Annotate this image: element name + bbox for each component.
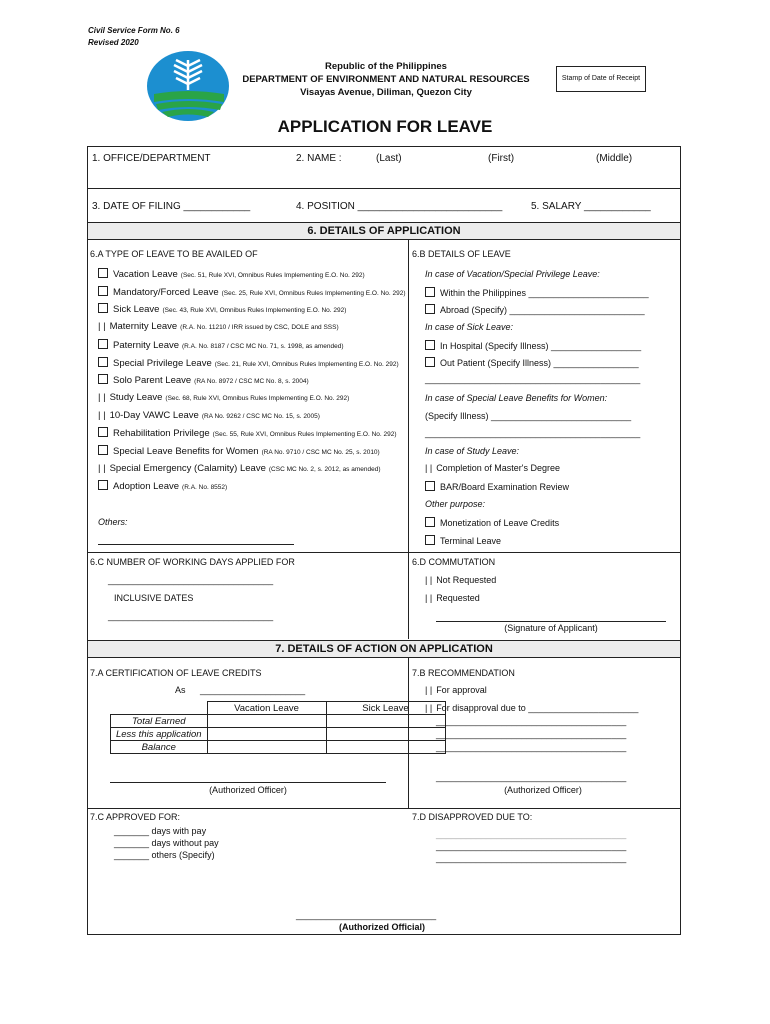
- last-name-label: (Last): [376, 153, 402, 164]
- leave-type-label: Special Privilege Leave: [113, 357, 212, 369]
- leave-type-checkbox[interactable]: | |: [98, 409, 106, 421]
- section-6-header: 6. DETAILS OF APPLICATION: [88, 222, 680, 240]
- study-details-head: In case of Study Leave:: [425, 446, 520, 456]
- leave-type-checkbox[interactable]: [98, 339, 108, 349]
- recommendation-signature-line[interactable]: ______________________________________: [436, 772, 627, 782]
- specify-illness-label[interactable]: (Specify Illness) ____________________________: [425, 411, 632, 421]
- leave-type-reference: (Sec. 43, Rule XVI, Omnibus Rules Implementing E.O. No. 292): [162, 307, 347, 315]
- out-patient-checkbox[interactable]: [425, 357, 435, 367]
- leave-type-checkbox[interactable]: [98, 445, 108, 455]
- other-purpose-head: Other purpose:: [425, 499, 486, 509]
- vacation-total-cell[interactable]: [207, 715, 326, 728]
- as-of-label: As: [175, 685, 186, 695]
- out-patient-label: Out Patient (Specify Illness) _________________: [440, 358, 639, 368]
- leave-type-row[interactable]: [98, 463, 381, 474]
- table-row: [111, 728, 446, 741]
- leave-type-reference: (RA No. 8972 / CSC MC No. 8, s. 2004): [194, 378, 309, 386]
- leave-type-row[interactable]: [98, 480, 227, 492]
- commutation-title: 6.D COMMUTATION: [412, 557, 496, 567]
- leave-type-label: Maternity Leave: [109, 321, 178, 333]
- agency-address: Visayas Avenue, Diliman, Quezon City: [300, 87, 472, 98]
- women-blank[interactable]: ___________________________________________: [425, 428, 641, 438]
- within-philippines-label: Within the Philippines ________________________: [440, 288, 649, 298]
- disapproval-label: For disapproval due to ______________________: [436, 703, 639, 713]
- form-revision: Revised 2020: [88, 38, 139, 47]
- illness-blank[interactable]: ___________________________________________: [425, 374, 641, 384]
- abroad-checkbox[interactable]: [425, 304, 435, 314]
- form-number: Civil Service Form No. 6: [88, 26, 180, 35]
- approval-checkbox[interactable]: | |: [425, 685, 433, 695]
- authorized-officer-label: (Authorized Officer): [209, 785, 287, 795]
- days-without-pay[interactable]: _______ days without pay: [114, 838, 219, 848]
- leave-type-label: Vacation Leave: [113, 269, 178, 280]
- section-7-header: 7. DETAILS OF ACTION ON APPLICATION: [88, 640, 680, 658]
- leave-type-reference: (R.A. No. 11210 / IRR issued by CSC, DOLE and SSS): [180, 324, 339, 332]
- monetization-label: Monetization of Leave Credits: [440, 518, 560, 528]
- leave-type-reference: (Sec. 68, Rule XVI, Omnibus Rules Implementing E.O. No. 292): [165, 394, 350, 402]
- leave-type-checkbox[interactable]: | |: [98, 462, 106, 474]
- leave-type-label: Paternity Leave: [113, 339, 180, 351]
- sick-balance-cell[interactable]: [326, 741, 445, 754]
- leave-type-row[interactable]: [98, 392, 349, 403]
- country-name: Republic of the Philippines: [325, 61, 447, 72]
- leave-type-checkbox[interactable]: [98, 268, 108, 278]
- first-name-label: (First): [488, 153, 515, 164]
- leave-type-checkbox[interactable]: | |: [98, 321, 106, 333]
- recommendation-line[interactable]: ______________________________________: [436, 742, 627, 752]
- leave-type-reference: (Sec. 55, Rule XVI, Omnibus Rules Implementing E.O. No. 292): [212, 431, 397, 439]
- sick-total-cell[interactable]: [326, 715, 445, 728]
- leave-type-reference: (Sec. 25, Rule XVI, Omnibus Rules Implementing E.O. No. 292): [221, 289, 406, 297]
- denr-logo-icon: [146, 50, 230, 122]
- as-of-blank[interactable]: _____________________: [200, 685, 306, 695]
- leave-credits-title: 7.A CERTIFICATION OF LEAVE CREDITS: [90, 668, 262, 678]
- middle-name-label: (Middle): [596, 153, 633, 164]
- divider: [88, 808, 680, 809]
- leave-type-title: 6.A TYPE OF LEAVE TO BE AVAILED OF: [90, 249, 258, 259]
- women-details-head: In case of Special Leave Benefits for Women:: [425, 393, 608, 403]
- leave-type-checkbox[interactable]: [98, 427, 108, 437]
- leave-type-row[interactable]: [98, 410, 320, 421]
- leave-type-label: Rehabilitation Privilege: [113, 428, 210, 440]
- not-requested-label: Not Requested: [436, 575, 497, 585]
- name-label: 2. NAME :: [296, 153, 342, 164]
- vacation-less-cell[interactable]: [207, 728, 326, 741]
- disapproved-line[interactable]: ______________________________________: [436, 829, 627, 839]
- leave-type-reference: (Sec. 51, Rule XVI, Omnibus Rules Implementing E.O. No. 292): [180, 272, 365, 279]
- receipt-stamp-box: [556, 66, 646, 92]
- leave-type-row[interactable]: [98, 374, 309, 386]
- divider: [88, 188, 680, 189]
- working-days-title: 6.C NUMBER OF WORKING DAYS APPLIED FOR: [90, 557, 295, 567]
- leave-type-reference: (RA No. 9262 / CSC MC No. 15, s. 2005): [201, 412, 320, 420]
- row-label: Balance: [111, 741, 208, 754]
- recommendation-title: 7.B RECOMMENDATION: [412, 668, 515, 678]
- in-hospital-label: In Hospital (Specify Illness) __________________: [440, 341, 642, 351]
- stamp-label: Stamp of Date of Receipt: [561, 75, 641, 82]
- leave-type-row[interactable]: [98, 445, 380, 457]
- sick-less-cell[interactable]: [326, 728, 445, 741]
- leave-type-checkbox[interactable]: [98, 357, 108, 367]
- authorized-official-label: (Authorized Official): [339, 922, 425, 932]
- disapproved-title: 7.D DISAPPROVED DUE TO:: [412, 812, 533, 822]
- leave-type-reference: (Sec. 21, Rule XVI, Omnibus Rules Implementing E.O. No. 292): [214, 360, 399, 368]
- working-days-blank[interactable]: _________________________________: [108, 575, 274, 585]
- leave-type-reference: (RA No. 9710 / CSC MC No. 25, s. 2010): [261, 449, 380, 456]
- leave-type-label: Sick Leave: [113, 304, 160, 316]
- table-row: [111, 715, 446, 728]
- leave-type-label: Study Leave: [109, 391, 163, 403]
- not-requested-checkbox[interactable]: | |: [425, 575, 433, 585]
- divider: [88, 552, 680, 553]
- monetization-checkbox[interactable]: [425, 517, 435, 527]
- leave-type-checkbox[interactable]: [98, 303, 108, 313]
- leave-type-label: Solo Parent Leave: [113, 375, 192, 387]
- others-specify[interactable]: _______ others (Specify): [114, 850, 215, 860]
- col-vacation-leave: Vacation Leave: [207, 702, 326, 715]
- leave-type-label: 10-Day VAWC Leave: [109, 409, 199, 421]
- row-label: Total Earned: [111, 715, 208, 728]
- approval-label: For approval: [436, 685, 487, 695]
- masters-checkbox[interactable]: | |: [425, 463, 433, 473]
- vacation-details-head: In case of Vacation/Special Privilege Leave:: [425, 269, 600, 279]
- leave-type-label: Mandatory/Forced Leave: [113, 286, 219, 298]
- row-label: Less this application: [111, 728, 208, 741]
- applicant-signature-line[interactable]: [436, 621, 666, 622]
- others-line[interactable]: [98, 544, 294, 545]
- disapproved-line[interactable]: ______________________________________: [436, 841, 627, 851]
- others-label: Others:: [98, 517, 128, 527]
- bar-review-checkbox[interactable]: [425, 481, 435, 491]
- leave-type-label: Special Emergency (Calamity) Leave: [109, 462, 266, 474]
- leave-type-row[interactable]: [98, 286, 406, 298]
- inclusive-dates-blank[interactable]: _________________________________: [108, 611, 274, 621]
- applicant-signature-label: (Signature of Applicant): [504, 623, 598, 633]
- col-sick-leave: Sick Leave: [326, 702, 445, 715]
- abroad-label: Abroad (Specify) ___________________________: [440, 305, 645, 315]
- recommendation-line[interactable]: ______________________________________: [436, 716, 627, 726]
- requested-checkbox[interactable]: | |: [425, 593, 433, 603]
- inclusive-dates-label: INCLUSIVE DATES: [114, 593, 194, 603]
- leave-type-label: Adoption Leave: [113, 481, 180, 493]
- leave-type-row[interactable]: [98, 339, 344, 351]
- days-with-pay[interactable]: _______ days with pay: [114, 826, 207, 836]
- leave-type-reference: (R.A. No. 8552): [182, 484, 228, 492]
- disapproval-checkbox[interactable]: | |: [425, 703, 433, 713]
- sick-details-head: In case of Sick Leave:: [425, 322, 514, 332]
- disapproved-line[interactable]: ______________________________________: [436, 853, 627, 863]
- divider: [408, 240, 409, 639]
- official-signature-line[interactable]: ____________________________: [296, 910, 437, 920]
- date-of-filing-label: 3. DATE OF FILING ____________: [92, 201, 251, 212]
- leave-type-label: Special Leave Benefits for Women: [113, 446, 259, 457]
- leave-details-title: 6.B DETAILS OF LEAVE: [412, 249, 511, 259]
- terminal-leave-label: Terminal Leave: [440, 536, 502, 546]
- page-title: APPLICATION FOR LEAVE: [277, 117, 493, 136]
- agency-name: DEPARTMENT OF ENVIRONMENT AND NATURAL RESOURCES: [242, 74, 530, 85]
- table-row: [111, 741, 446, 754]
- leave-type-reference: (CSC MC No. 2, s. 2012, as amended): [268, 465, 381, 473]
- leave-type-row[interactable]: [98, 357, 399, 369]
- officer-signature-line[interactable]: [110, 782, 386, 783]
- leave-type-checkbox[interactable]: [98, 286, 108, 296]
- approved-for-title: 7.C APPROVED FOR:: [90, 812, 181, 822]
- masters-label: Completion of Master's Degree: [436, 463, 560, 473]
- office-label: 1. OFFICE/DEPARTMENT: [92, 153, 211, 164]
- within-philippines-checkbox[interactable]: [425, 287, 435, 297]
- authorized-officer-b-label: (Authorized Officer): [504, 785, 582, 795]
- requested-label: Requested: [436, 593, 480, 603]
- vacation-balance-cell[interactable]: [207, 741, 326, 754]
- leave-type-checkbox[interactable]: [98, 480, 108, 490]
- bar-review-label: BAR/Board Examination Review: [440, 482, 570, 492]
- leave-type-row[interactable]: [98, 427, 397, 439]
- leave-type-row[interactable]: [98, 303, 346, 315]
- position-label: 4. POSITION __________________________: [296, 201, 503, 212]
- leave-type-row[interactable]: [98, 268, 365, 280]
- salary-label: 5. SALARY ____________: [531, 201, 651, 212]
- leave-type-checkbox[interactable]: [98, 374, 108, 384]
- leave-type-reference: (R.A. No. 8187 / CSC MC No. 71, s. 1998, as amended): [182, 342, 344, 350]
- leave-type-checkbox[interactable]: | |: [98, 391, 106, 403]
- leave-type-row[interactable]: [98, 321, 339, 332]
- leave-credits-table: [110, 701, 446, 754]
- in-hospital-checkbox[interactable]: [425, 340, 435, 350]
- terminal-leave-checkbox[interactable]: [425, 535, 435, 545]
- recommendation-line[interactable]: ______________________________________: [436, 729, 627, 739]
